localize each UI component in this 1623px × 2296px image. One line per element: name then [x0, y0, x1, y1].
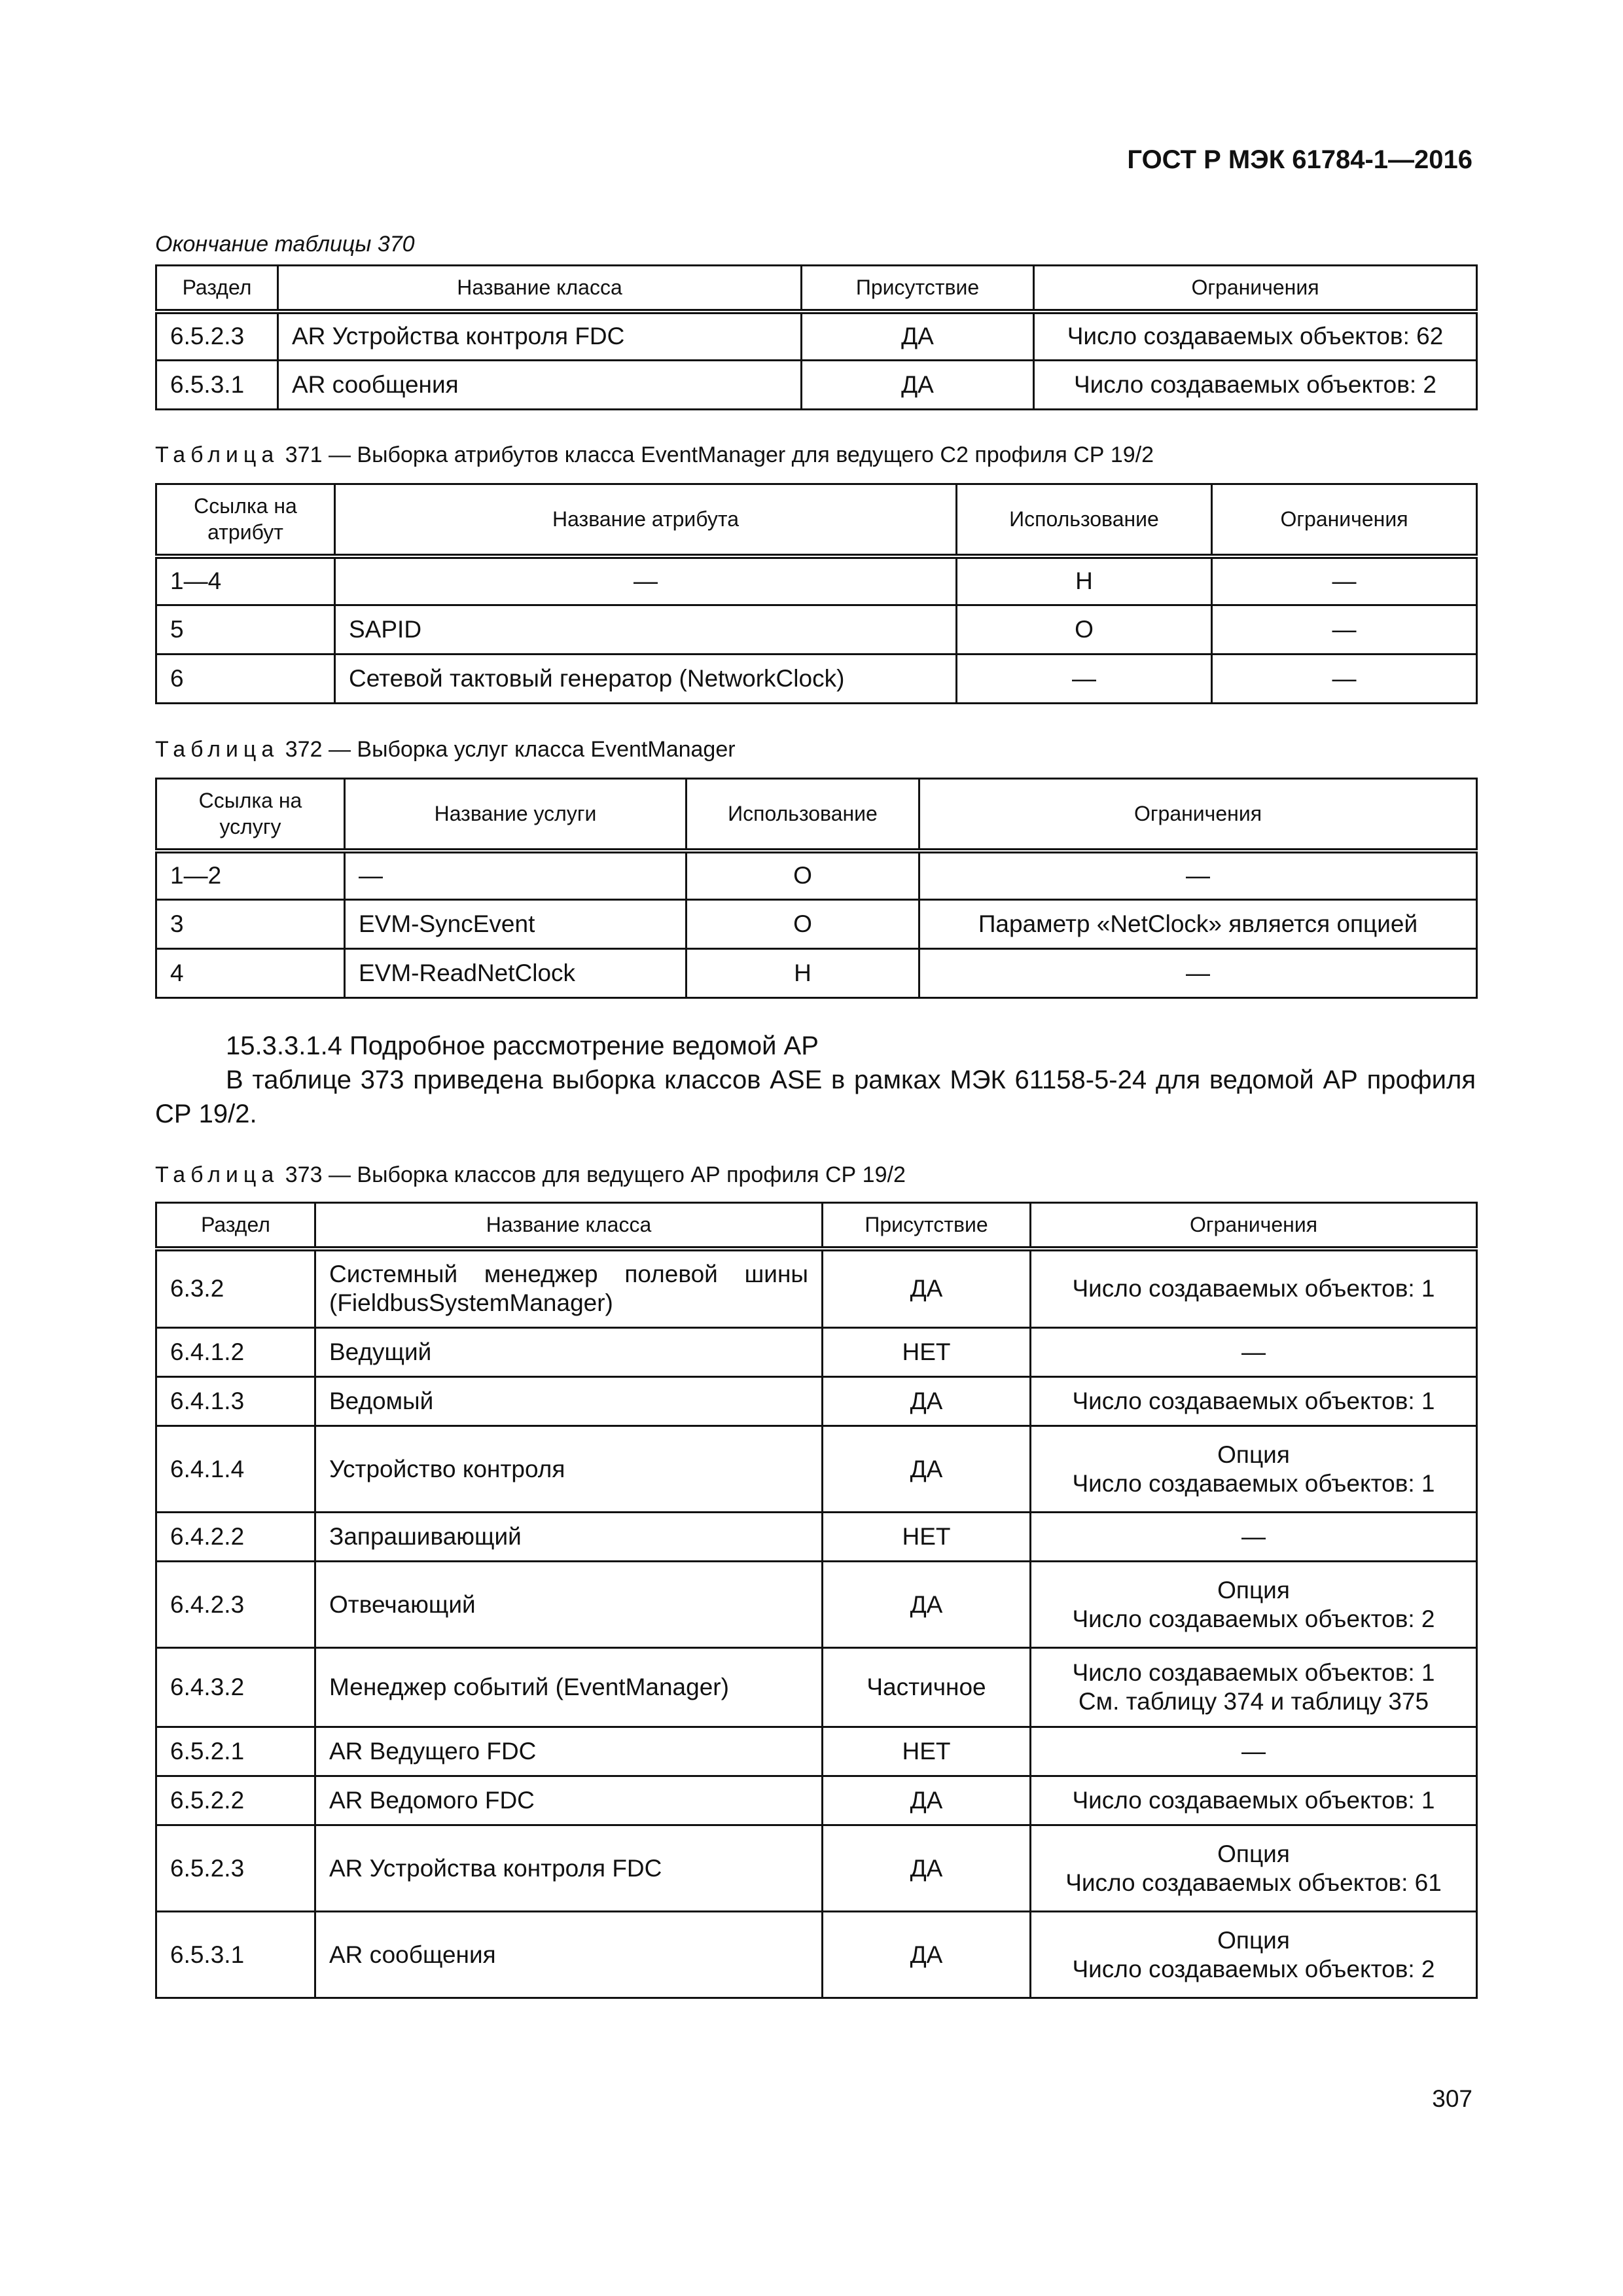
table-cell: — [335, 556, 957, 605]
column-header: Ссылка на атрибут [156, 484, 335, 556]
table-cell: 1—2 [156, 851, 345, 900]
table-row [156, 1513, 1477, 1562]
column-header: Ограничения [1212, 484, 1477, 556]
table-cell: Опция Число создаваемых объектов: 61 [1031, 1825, 1477, 1912]
table-372 [155, 778, 1478, 999]
table-cell: 4 [156, 949, 345, 998]
table-row [156, 1328, 1477, 1377]
table-cell: Сетевой тактовый генератор (NetworkClock) [335, 655, 957, 704]
table-cell: Системный менеджер полевой шины (FieldbusSystemManager) [315, 1249, 823, 1328]
caption-text: 371 — Выборка атрибутов класса EventManager для ведущего С2 профиля СР 19/2 [285, 442, 1154, 467]
section-heading: 15.3.3.1.4 Подробное рассмотрение ведомой АР [226, 1031, 819, 1060]
table-cell: Опция Число создаваемых объектов: 2 [1031, 1562, 1477, 1648]
table-cell: Ведущий [315, 1328, 823, 1377]
table-cell: Число создаваемых объектов: 62 [1034, 312, 1477, 361]
table-cell: Число создаваемых объектов: 1 См. таблицу 374 и таблицу 375 [1031, 1648, 1477, 1727]
table-cell: 3 [156, 900, 345, 949]
table-cell: Число создаваемых объектов: 1 [1031, 1776, 1477, 1825]
table-row [156, 556, 1477, 605]
table-row [156, 605, 1477, 655]
column-header: Название атрибута [335, 484, 957, 556]
column-header: Присутствие [823, 1203, 1031, 1249]
table-cell: AR Устройства контроля FDC [315, 1825, 823, 1912]
table-cell: 6.4.2.3 [156, 1562, 315, 1648]
table-cell: 6.5.2.3 [156, 312, 278, 361]
table-row [156, 1562, 1477, 1648]
caption-prefix: Таблица [155, 442, 279, 467]
standard-code: ГОСТ Р МЭК 61784-1—2016 [1127, 145, 1472, 174]
table-cell: 6.5.2.3 [156, 1825, 315, 1912]
table-row [156, 1912, 1477, 1998]
caption-text: 373 — Выборка классов для ведущего АР профиля СР 19/2 [285, 1162, 906, 1187]
column-header: Раздел [156, 266, 278, 312]
table-cell: О [687, 851, 919, 900]
table-row [156, 361, 1477, 410]
table-cell: SAPID [335, 605, 957, 655]
table-371 [155, 483, 1478, 704]
table-cell: Частичное [823, 1648, 1031, 1727]
table-cell: AR сообщения [315, 1912, 823, 1998]
table-cell: AR Устройства контроля FDC [278, 312, 802, 361]
column-header: Ограничения [919, 779, 1477, 851]
table-cell: AR Ведомого FDC [315, 1776, 823, 1825]
column-header: Название класса [278, 266, 802, 312]
table-cell: ДА [823, 1377, 1031, 1426]
table-row [156, 851, 1477, 900]
table-cell: 6.5.3.1 [156, 1912, 315, 1998]
table-cell: — [919, 851, 1477, 900]
table-cell: ДА [823, 1562, 1031, 1648]
table-cell: Ведомый [315, 1377, 823, 1426]
table-cell: ДА [823, 1825, 1031, 1912]
table-cell: НЕТ [823, 1727, 1031, 1776]
table-row [156, 1426, 1477, 1513]
table-cell: 6.4.1.4 [156, 1426, 315, 1513]
table-row [156, 1377, 1477, 1426]
table-372-caption [155, 737, 736, 762]
table-header-row [156, 1203, 1477, 1249]
table-cell: — [919, 949, 1477, 998]
table-row [156, 1249, 1477, 1328]
table-371-caption [155, 442, 1154, 468]
table-cell: Устройство контроля [315, 1426, 823, 1513]
table-cell: 5 [156, 605, 335, 655]
page-number: 307 [1432, 2085, 1472, 2112]
table-cell: EVM-ReadNetClock [345, 949, 687, 998]
table-cell: 1—4 [156, 556, 335, 605]
column-header: Название услуги [345, 779, 687, 851]
table-cell: Запрашивающий [315, 1513, 823, 1562]
table-cell: ДА [823, 1776, 1031, 1825]
table-header-row [156, 266, 1477, 312]
table-370 [155, 264, 1478, 410]
table-cell: НЕТ [823, 1328, 1031, 1377]
table-cell: — [1212, 605, 1477, 655]
column-header: Название класса [315, 1203, 823, 1249]
table-cell: 6.4.3.2 [156, 1648, 315, 1727]
table-cell: ДА [802, 361, 1034, 410]
table-cell: 6.5.2.2 [156, 1776, 315, 1825]
table-cell: 6 [156, 655, 335, 704]
table-cell: — [345, 851, 687, 900]
table-row [156, 1776, 1477, 1825]
table-cell: EVM-SyncEvent [345, 900, 687, 949]
table-cell: — [957, 655, 1212, 704]
table-cell: ДА [823, 1249, 1031, 1328]
caption-prefix: Таблица [155, 1162, 279, 1187]
table-cell: Опция Число создаваемых объектов: 1 [1031, 1426, 1477, 1513]
table-cell: Менеджер событий (EventManager) [315, 1648, 823, 1727]
column-header: Ссылка на услугу [156, 779, 345, 851]
table-cell: 6.4.1.3 [156, 1377, 315, 1426]
table-cell: AR сообщения [278, 361, 802, 410]
table-row [156, 1727, 1477, 1776]
table-cell: Отвечающий [315, 1562, 823, 1648]
table-373 [155, 1202, 1478, 1999]
table-row [156, 1648, 1477, 1727]
table-370-caption: Окончание таблицы 370 [155, 232, 415, 257]
table-cell: НЕТ [823, 1513, 1031, 1562]
table-cell: Н [957, 556, 1212, 605]
caption-prefix: Таблица [155, 737, 279, 762]
table-cell: 6.4.1.2 [156, 1328, 315, 1377]
table-cell: — [1031, 1727, 1477, 1776]
table-cell: Параметр «NetClock» является опцией [919, 900, 1477, 949]
table-cell: — [1212, 655, 1477, 704]
table-cell: 6.5.3.1 [156, 361, 278, 410]
table-cell: Число создаваемых объектов: 1 [1031, 1377, 1477, 1426]
table-cell: Опция Число создаваемых объектов: 2 [1031, 1912, 1477, 1998]
table-cell: О [687, 900, 919, 949]
table-row [156, 900, 1477, 949]
table-cell: ДА [823, 1912, 1031, 1998]
column-header: Ограничения [1034, 266, 1477, 312]
table-cell: ДА [802, 312, 1034, 361]
table-header-row [156, 484, 1477, 556]
table-cell: 6.3.2 [156, 1249, 315, 1328]
table-cell: 6.5.2.1 [156, 1727, 315, 1776]
table-header-row [156, 779, 1477, 851]
table-cell: О [957, 605, 1212, 655]
column-header: Присутствие [802, 266, 1034, 312]
table-cell: — [1031, 1328, 1477, 1377]
table-cell: — [1212, 556, 1477, 605]
column-header: Использование [957, 484, 1212, 556]
table-row [156, 312, 1477, 361]
section-paragraph: В таблице 373 приведена выборка классов ASE в рамках МЭК 61158-5-24 для ведомой АР профиля СР 19/2. [155, 1066, 1476, 1128]
column-header: Раздел [156, 1203, 315, 1249]
table-cell: Число создаваемых объектов: 2 [1034, 361, 1477, 410]
table-cell: Н [687, 949, 919, 998]
table-cell: — [1031, 1513, 1477, 1562]
column-header: Ограничения [1031, 1203, 1477, 1249]
table-cell: ДА [823, 1426, 1031, 1513]
column-header: Использование [687, 779, 919, 851]
table-row [156, 1825, 1477, 1912]
table-row [156, 655, 1477, 704]
table-373-caption [155, 1162, 906, 1188]
table-cell: 6.4.2.2 [156, 1513, 315, 1562]
table-cell: AR Ведущего FDC [315, 1727, 823, 1776]
table-cell: Число создаваемых объектов: 1 [1031, 1249, 1477, 1328]
table-row [156, 949, 1477, 998]
caption-text: 372 — Выборка услуг класса EventManager [285, 737, 736, 762]
